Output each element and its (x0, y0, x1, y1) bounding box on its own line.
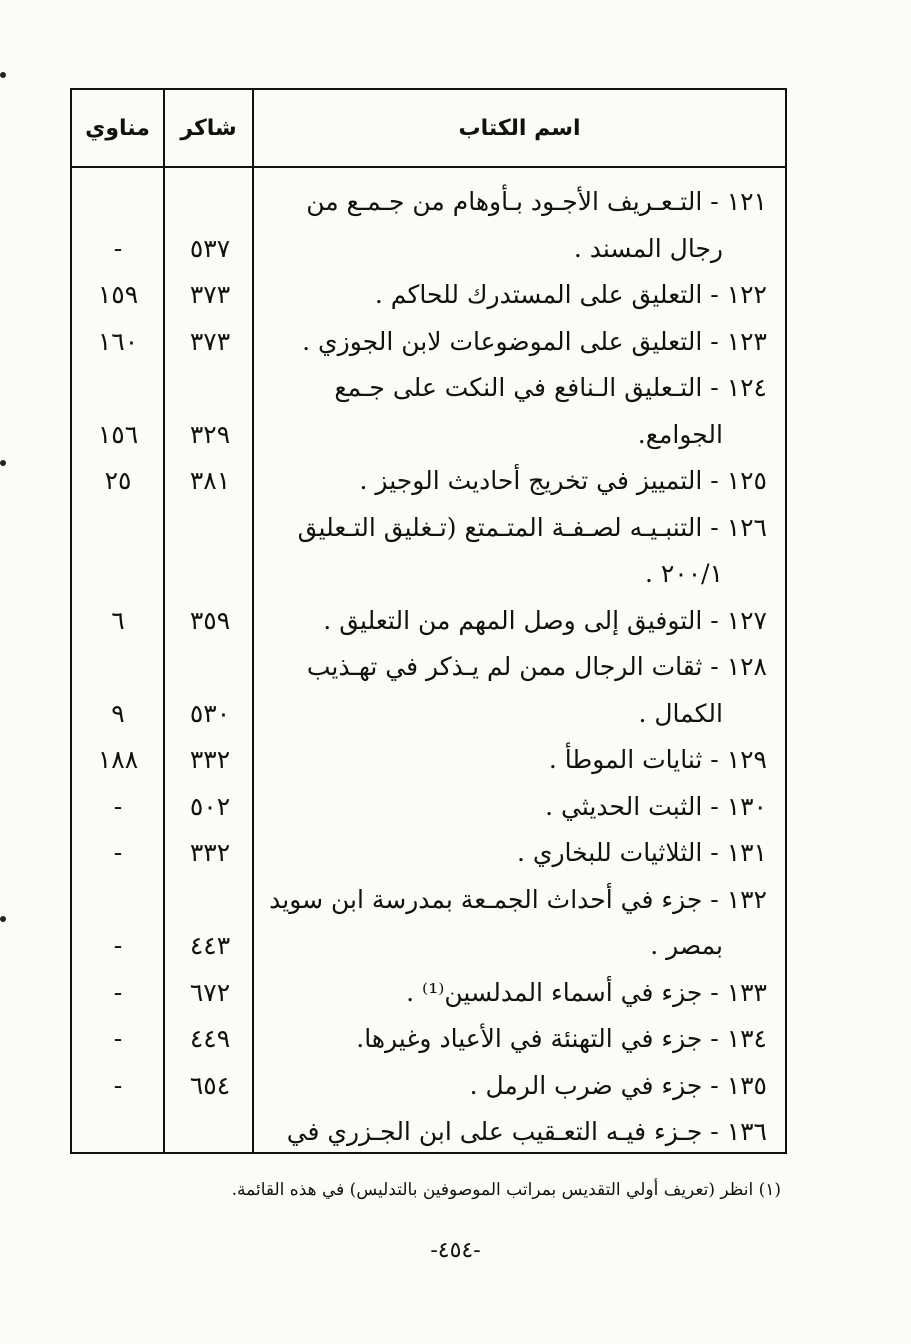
header-divider (72, 166, 785, 168)
shakir-number: ٣٣٢ (189, 838, 231, 867)
book-title-line: ١٣٢ - جزء في أحداث الجمـعة بمدرسة ابن سويد (269, 884, 767, 914)
shakir-number: ٥٣٠ (189, 698, 231, 728)
header-book-title: اسم الكتاب (458, 115, 581, 141)
book-title-line: ١٢٨ - ثقات الرجال ممن لم يـذكر في تهـذيب (306, 652, 767, 681)
shakir-number: ٣٨١ (189, 466, 231, 495)
header-manawi: مناوي (85, 115, 150, 141)
book-title-line: بمصر . (650, 931, 723, 960)
manawi-number: - (113, 1070, 123, 1100)
book-title-line: ١٢٤ - التـعليق الـنافع في النكت على جـمع (334, 373, 767, 402)
manawi-number: - (113, 977, 123, 1007)
book-title-line: ١٢٢ - التعليق على المستدرك للحاكم . (374, 280, 767, 309)
manawi-number: - (113, 931, 123, 960)
book-title-line: ١٣٣ - جزء في أسماء المدلسين⁽¹⁾ . (406, 977, 767, 1007)
shakir-number: ٣٣٢ (189, 745, 231, 774)
shakir-number: ٣٢٩ (189, 419, 231, 449)
books-table (70, 88, 787, 1154)
scan-mark (0, 460, 6, 466)
book-title-line: ١٢٥ - التمييز في تخريج أحاديث الوجيز . (359, 466, 767, 495)
page-number: -٤٥٤- (430, 1238, 481, 1263)
shakir-number: ٥٣٧ (189, 233, 231, 263)
shakir-number: ٣٥٩ (189, 605, 231, 635)
header-shakir: شاكر (180, 115, 237, 141)
shakir-number: ٥٠٢ (189, 791, 231, 821)
book-title-line: الجوامع. (637, 419, 723, 449)
manawi-number: ١٦٠ (97, 326, 139, 356)
footnote: (١) انظر (تعريف أولي التقديس بمراتب الموصوفين بالتدليس) في هذه القائمة. (231, 1180, 781, 1200)
book-title-line: ١٣١ - الثلاثيات للبخاري . (517, 838, 767, 867)
manawi-number: - (113, 1024, 123, 1053)
manawi-number: ٢٥ (104, 466, 132, 495)
manawi-number: - (113, 233, 123, 263)
book-title-line: ١٢٩ - ثنايات الموطأ . (548, 745, 767, 774)
manawi-number: - (113, 838, 123, 867)
manawi-number: ١٥٩ (97, 280, 139, 309)
shakir-number: ٤٤٣ (189, 931, 231, 960)
shakir-number: ٤٤٩ (189, 1024, 231, 1053)
book-title-line: ١٣٤ - جزء في التهنئة في الأعياد وغيرها. (356, 1024, 767, 1053)
shakir-number: ٦٧٢ (189, 977, 231, 1007)
manawi-number: ٩ (111, 698, 125, 728)
book-title-line: ١٢١ - التـعـريف الأجـود بـأوهام من جـمـع من (306, 187, 767, 216)
book-title-line: ١٣٦ - جـزء فيـه التعـقيب على ابن الجـزري في (286, 1117, 767, 1146)
book-title-line: ١٢٣ - التعليق على الموضوعات لابن الجوزي . (302, 326, 767, 356)
scan-mark (0, 916, 6, 922)
manawi-number: ٦ (111, 605, 125, 635)
book-title-line: رجال المسند . (573, 233, 723, 263)
book-title-line: ٢٠٠/١ . (644, 559, 723, 588)
scan-mark (0, 72, 6, 78)
book-title-line: ١٢٦ - التنبـيـه لصـفـة المتـمتع (تـغليق التـعليق (297, 512, 767, 542)
book-title-line: ١٣٠ - الثبت الحديثي . (545, 791, 767, 821)
manawi-number: ١٨٨ (97, 745, 139, 774)
shakir-number: ٣٧٣ (189, 280, 231, 309)
shakir-number: ٣٧٣ (189, 326, 231, 356)
book-title-line: ١٣٥ - جزء في ضرب الرمل . (469, 1070, 767, 1100)
book-title-line: الكمال . (638, 698, 723, 728)
book-title-line: ١٢٧ - التوفيق إلى وصل المهم من التعليق . (323, 605, 767, 635)
manawi-number: ١٥٦ (97, 419, 139, 449)
manawi-number: - (113, 791, 123, 821)
shakir-number: ٦٥٤ (189, 1070, 231, 1100)
